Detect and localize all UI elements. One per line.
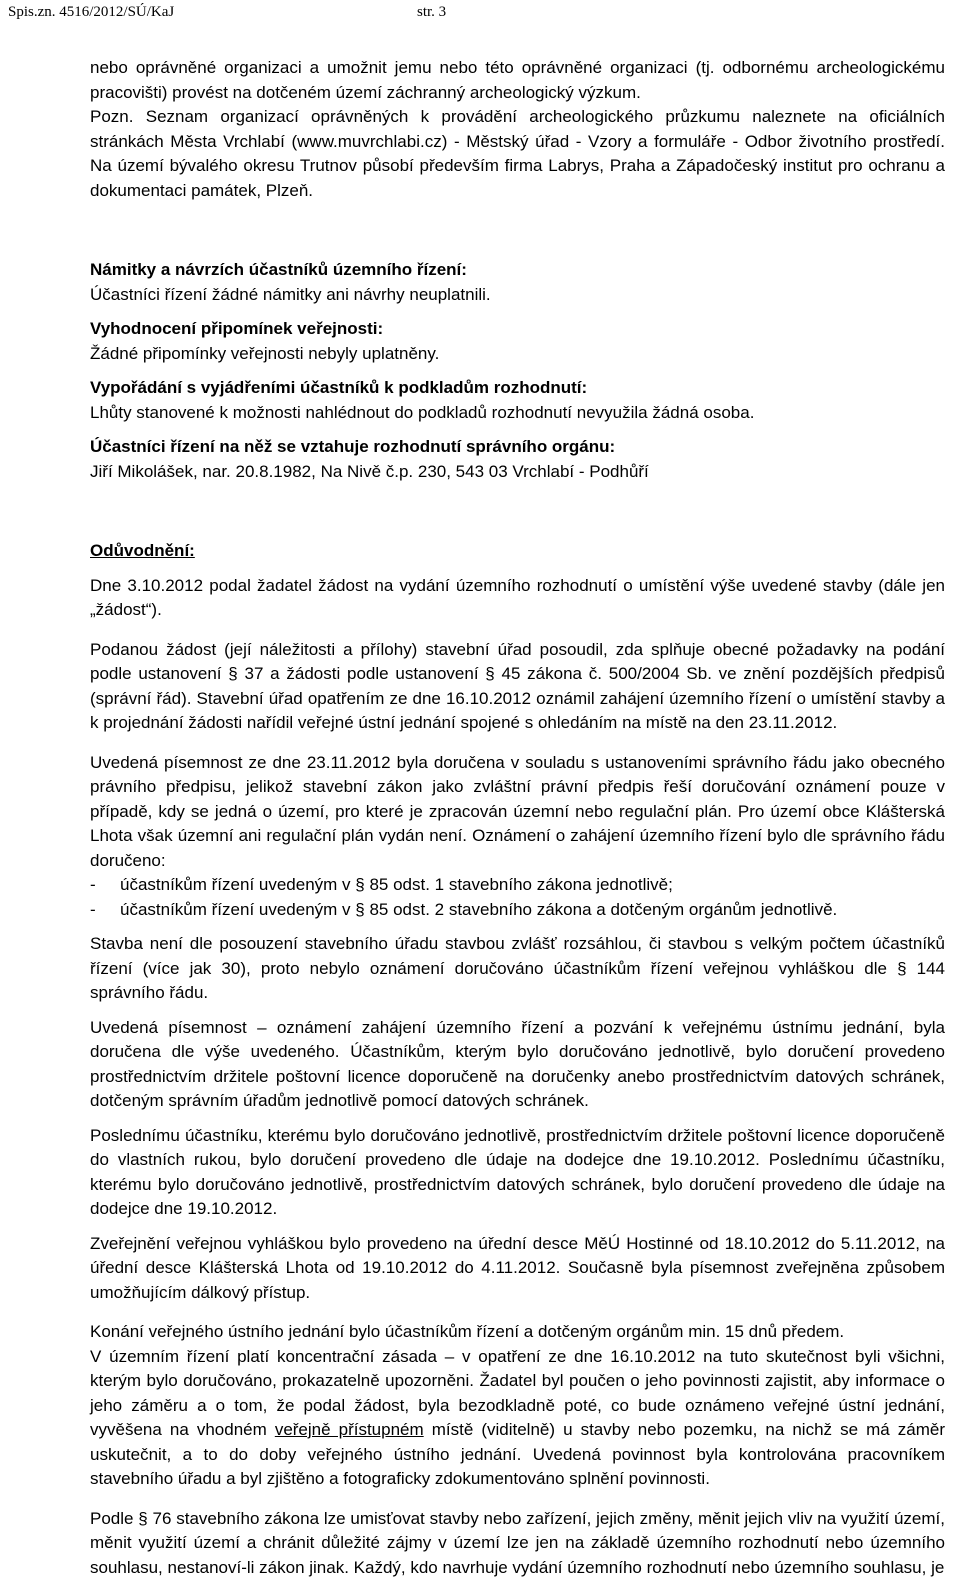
justification-p3: Uvedená písemnost ze dne 23.11.2012 byla doručena v souladu s ustanoveními správního řádu jako obecného právního předpisu, jelikož stavební zákon jako zvláštní právní předpis řeší doručování oznámení pouze v případě, kdy se jedná o území, pro které je zpracován územní nebo regulační plán. Pro území obce Klášterská Lhota však územní ani regulační plán vydán není. Oznámení o zahájení územního řízení bylo dle správního řádu doručeno: — [90, 752, 945, 870]
file-reference: Spis.zn. 4516/2012/SÚ/KaJ — [8, 4, 175, 20]
note-paragraph: Pozn. Seznam organizací oprávněných k provádění archeologického průzkumu naleznete na oficiálních stránkách Města Vrchlabí (www.muvrchlabi.cz) - Městský úřad - Vzory a formuláře - Odbor životního prostředí. Na území bývalého okresu Trutnov působí především firma Labrys, Praha a Západočeský institut pro ochranu a dokumentaci památek, Plzeň. — [90, 107, 945, 200]
list-item-text: účastníkům řízení uvedeným v § 85 odst. 1 stavebního zákona jednotlivě; — [120, 875, 673, 894]
page-header — [8, 4, 447, 21]
justification-heading: Odůvodnění: — [90, 541, 195, 560]
section-text-participants: Jiří Mikolášek, nar. 20.8.1982, Na Nivě č.p. 230, 543 03 Vrchlabí - Podhůří — [90, 461, 649, 481]
justification-p8b — [90, 1345, 945, 1492]
page-number: str. 3 — [417, 4, 447, 20]
list-item: - účastníkům řízení uvedeným v § 85 odst. 1 stavebního zákona jednotlivě; — [90, 875, 673, 894]
section-text-objections: Účastníci řízení žádné námitky ani návrhy neuplatnili. — [90, 284, 491, 304]
section-text-settlement: Lhůty stanovené k možnosti nahlédnout do podkladů rozhodnutí nevyužila žádná osoba. — [90, 402, 755, 422]
underlined-phrase: veřejně přístupném — [274, 1420, 424, 1439]
section-heading-public-comments: Vyhodnocení připomínek veřejnosti: — [90, 319, 384, 338]
section-heading-objections: Námitky a návrzích účastníků územního řízení: — [90, 260, 467, 279]
justification-p2: Podanou žádost (její náležitosti a přílohy) stavební úřad posoudil, zda splňuje obecné požadavky na podání podle ustanovení § 37 a žádosti podle ustanovení § 45 zákona č. 500/2004 Sb. ve znění pozdějších předpisů (správní řád). Stavební úřad opatřením ze dne 16.10.2012 oznámil zahájení územního řízení o umístění stavby a k projednání žádosti nařídil veřejné ústní jednání spojené s ohledáním na místě na den 23.11.2012. — [90, 639, 945, 732]
intro-paragraph: nebo oprávněné organizaci a umožnit jemu nebo této oprávněné organizaci (tj. odbornému archeologickému pracovišti) provést na dotčeném území záchranný archeologický výzkum. — [90, 58, 945, 102]
document-body — [90, 56, 945, 1580]
p8b-text-start: V územním řízení platí koncentrační zásada – v opatření ze dne 16.10.2012 na tuto skutečnost byli všichni, kterým bylo doručováno, prokazatelně upozorněni. Žadatel byl poučen o jeho povinnosti zajistit, aby informace o jeho záměru a o tom, že podal žádost, byla bezodkladně poté, co bude oznámeno veřejné ústní jednání, vyvěšena na vhodném — [90, 1346, 945, 1439]
section-heading-participants: Účastníci řízení na něž se vztahuje rozhodnutí správního orgánu: — [90, 437, 616, 456]
justification-p4: Stavba není dle posouzení stavebního úřadu stavbou zvlášť rozsáhlou, či stavbou s velkým počtem účastníků řízení (více jak 30), proto nebylo oznámení doručováno účastníkům řízení veřejnou vyhláškou dle § 144 správního řádu. — [90, 934, 945, 1002]
justification-p7: Zveřejnění veřejnou vyhláškou bylo provedeno na úřední desce MěÚ Hostinné od 18.10.2012 do 5.11.2012, na úřední desce Klášterská Lhota od 19.10.2012 do 4.11.2012. Současně byla písemnost zveřejněna způsobem umožňujícím dálkový přístup. — [90, 1233, 945, 1302]
list-item: - účastníkům řízení uvedeným v § 85 odst. 2 stavebního zákona a dotčeným orgánům jednotlivě. — [90, 899, 838, 919]
justification-p1: Dne 3.10.2012 podal žadatel žádost na vydání územního rozhodnutí o umístění výše uvedené stavby (dále jen „žádost“). — [90, 575, 945, 619]
p8b-text-end: místě (viditelně) u stavby nebo pozemku, na nichž se má záměr uskutečnit, a to do doby veřejného ústního jednání. Uvedená povinnost byla kontrolována pracovníkem stavebního úřadu a byl zjištěno a fotograficky zdokumentováno splnění povinnosti. — [90, 1420, 945, 1488]
list-item-text: účastníkům řízení uvedeným v § 85 odst. 2 stavebního zákona a dotčeným orgánům jednotlivě. — [120, 899, 838, 919]
justification-p9: Podle § 76 stavebního zákona lze umisťovat stavby nebo zařízení, jejich změny, měnit jejich vliv na využití území, měnit využití území a chránit důležité zájmy v území lze jen na základě územního rozhodnutí nebo územního souhlasu, nestanoví-li zákon jinak. Každý, kdo navrhuje vydání územního rozhodnutí nebo územního souhlasu, je — [90, 1508, 945, 1577]
section-heading-settlement: Vypořádání s vyjádřeními účastníků k podkladům rozhodnutí: — [90, 378, 588, 397]
section-text-public-comments: Žádné připomínky veřejnosti nebyly uplatněny. — [90, 343, 440, 363]
justification-p6: Poslednímu účastníku, kterému bylo doručováno jednotlivě, prostřednictvím držitele poštovní licence doporučeně do vlastních rukou, bylo doručení provedeno dle údaje na dodejce dne 19.10.2012. Poslednímu účastníku, kterému bylo doručováno jednotlivě, prostřednictvím datových schránek, bylo doručení provedeno dle údaje na dodejce dne 19.10.2012. — [90, 1125, 945, 1218]
justification-p5: Uvedená písemnost – oznámení zahájení územního řízení a pozvání k veřejnému ústnímu jednání, byla doručena dle výše uvedeného. Účastníkům, kterým bylo doručováno jednotlivě, bylo doručení provedeno prostřednictvím držitele poštovní licence doporučeně na doručenky anebo prostřednictvím datových schránek, dotčeným správním úřadům jednotlivě pomocí datových schránek. — [90, 1017, 945, 1110]
justification-p8a: Konání veřejného ústního jednání bylo účastníkům řízení a dotčeným orgánům min. 15 dnů předem. — [90, 1322, 845, 1341]
